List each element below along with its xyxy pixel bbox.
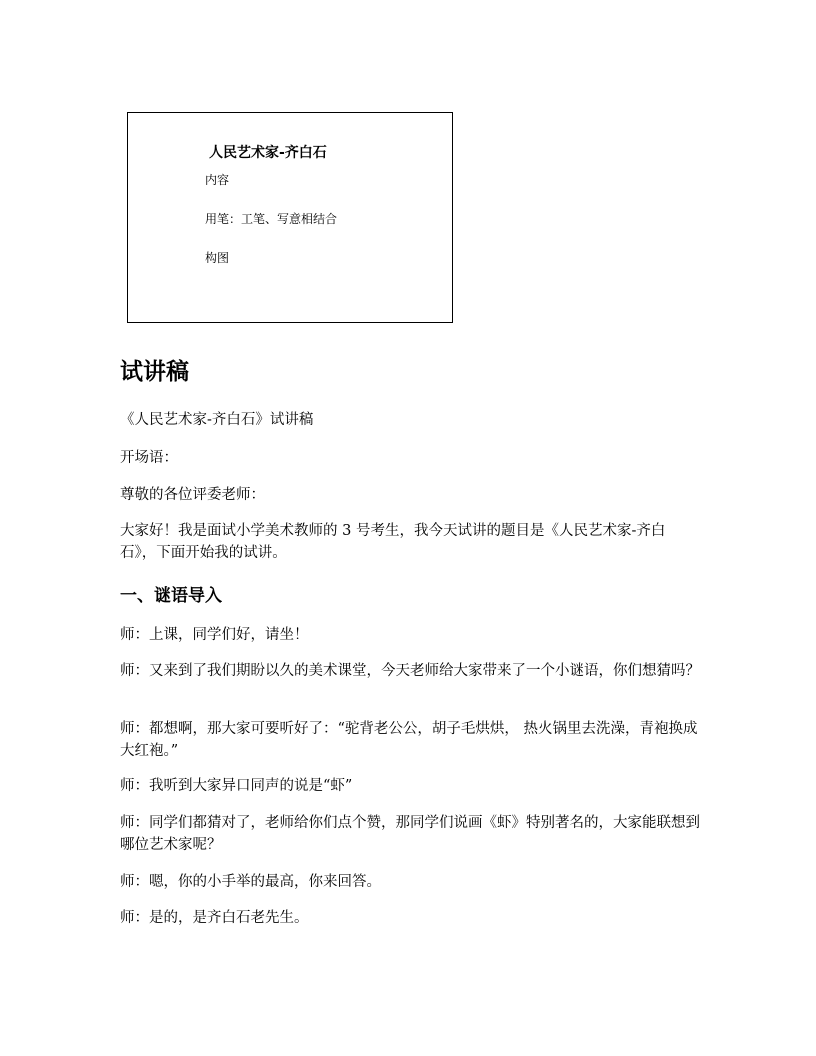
document-subtitle: 《人民艺术家-齐白石》试讲稿 <box>120 412 314 428</box>
slide-line-composition: 构图 <box>205 251 230 265</box>
paragraph: 师：上课，同学们好，请坐！ <box>120 627 309 643</box>
paragraph: 师：我听到大家异口同声的说是“虾” <box>120 778 353 794</box>
greeting: 尊敬的各位评委老师： <box>120 487 265 503</box>
intro-paragraph: 大家好！我是面试小学美术教师的 3 号考生，我今天试讲的题目是《人民艺术家-齐白石》，下面开始我的试讲。 <box>120 523 666 561</box>
slide-line-content: 内容 <box>205 173 230 187</box>
paragraph: 师：是的，是齐白石老先生。 <box>120 910 309 926</box>
paragraph: 师：都想啊，那大家可要听好了：“驼背老公公，胡子毛烘烘， 热火锅里去洗澡，青袍换成大红袍。” <box>120 721 698 759</box>
slide-line-brushwork: 用笔：工笔、写意相结合 <box>205 212 338 226</box>
slide-thumbnail <box>127 112 453 323</box>
paragraph: 师：嗯，你的小手举的最高，你来回答。 <box>120 874 381 890</box>
document-title: 试讲稿 <box>120 359 189 385</box>
slide-title: 人民艺术家-齐白石 <box>209 145 327 161</box>
paragraph: 师：同学们都猜对了，老师给你们点个赞，那同学们说画《虾》特别著名的，大家能联想到哪位艺术家呢？ <box>120 815 700 853</box>
section-heading-riddle-intro: 一、谜语导入 <box>120 586 222 606</box>
opening-label: 开场语： <box>120 450 178 466</box>
paragraph: 师：又来到了我们期盼以久的美术课堂，今天老师给大家带来了一个小谜语，你们想猜吗？ <box>120 663 700 679</box>
